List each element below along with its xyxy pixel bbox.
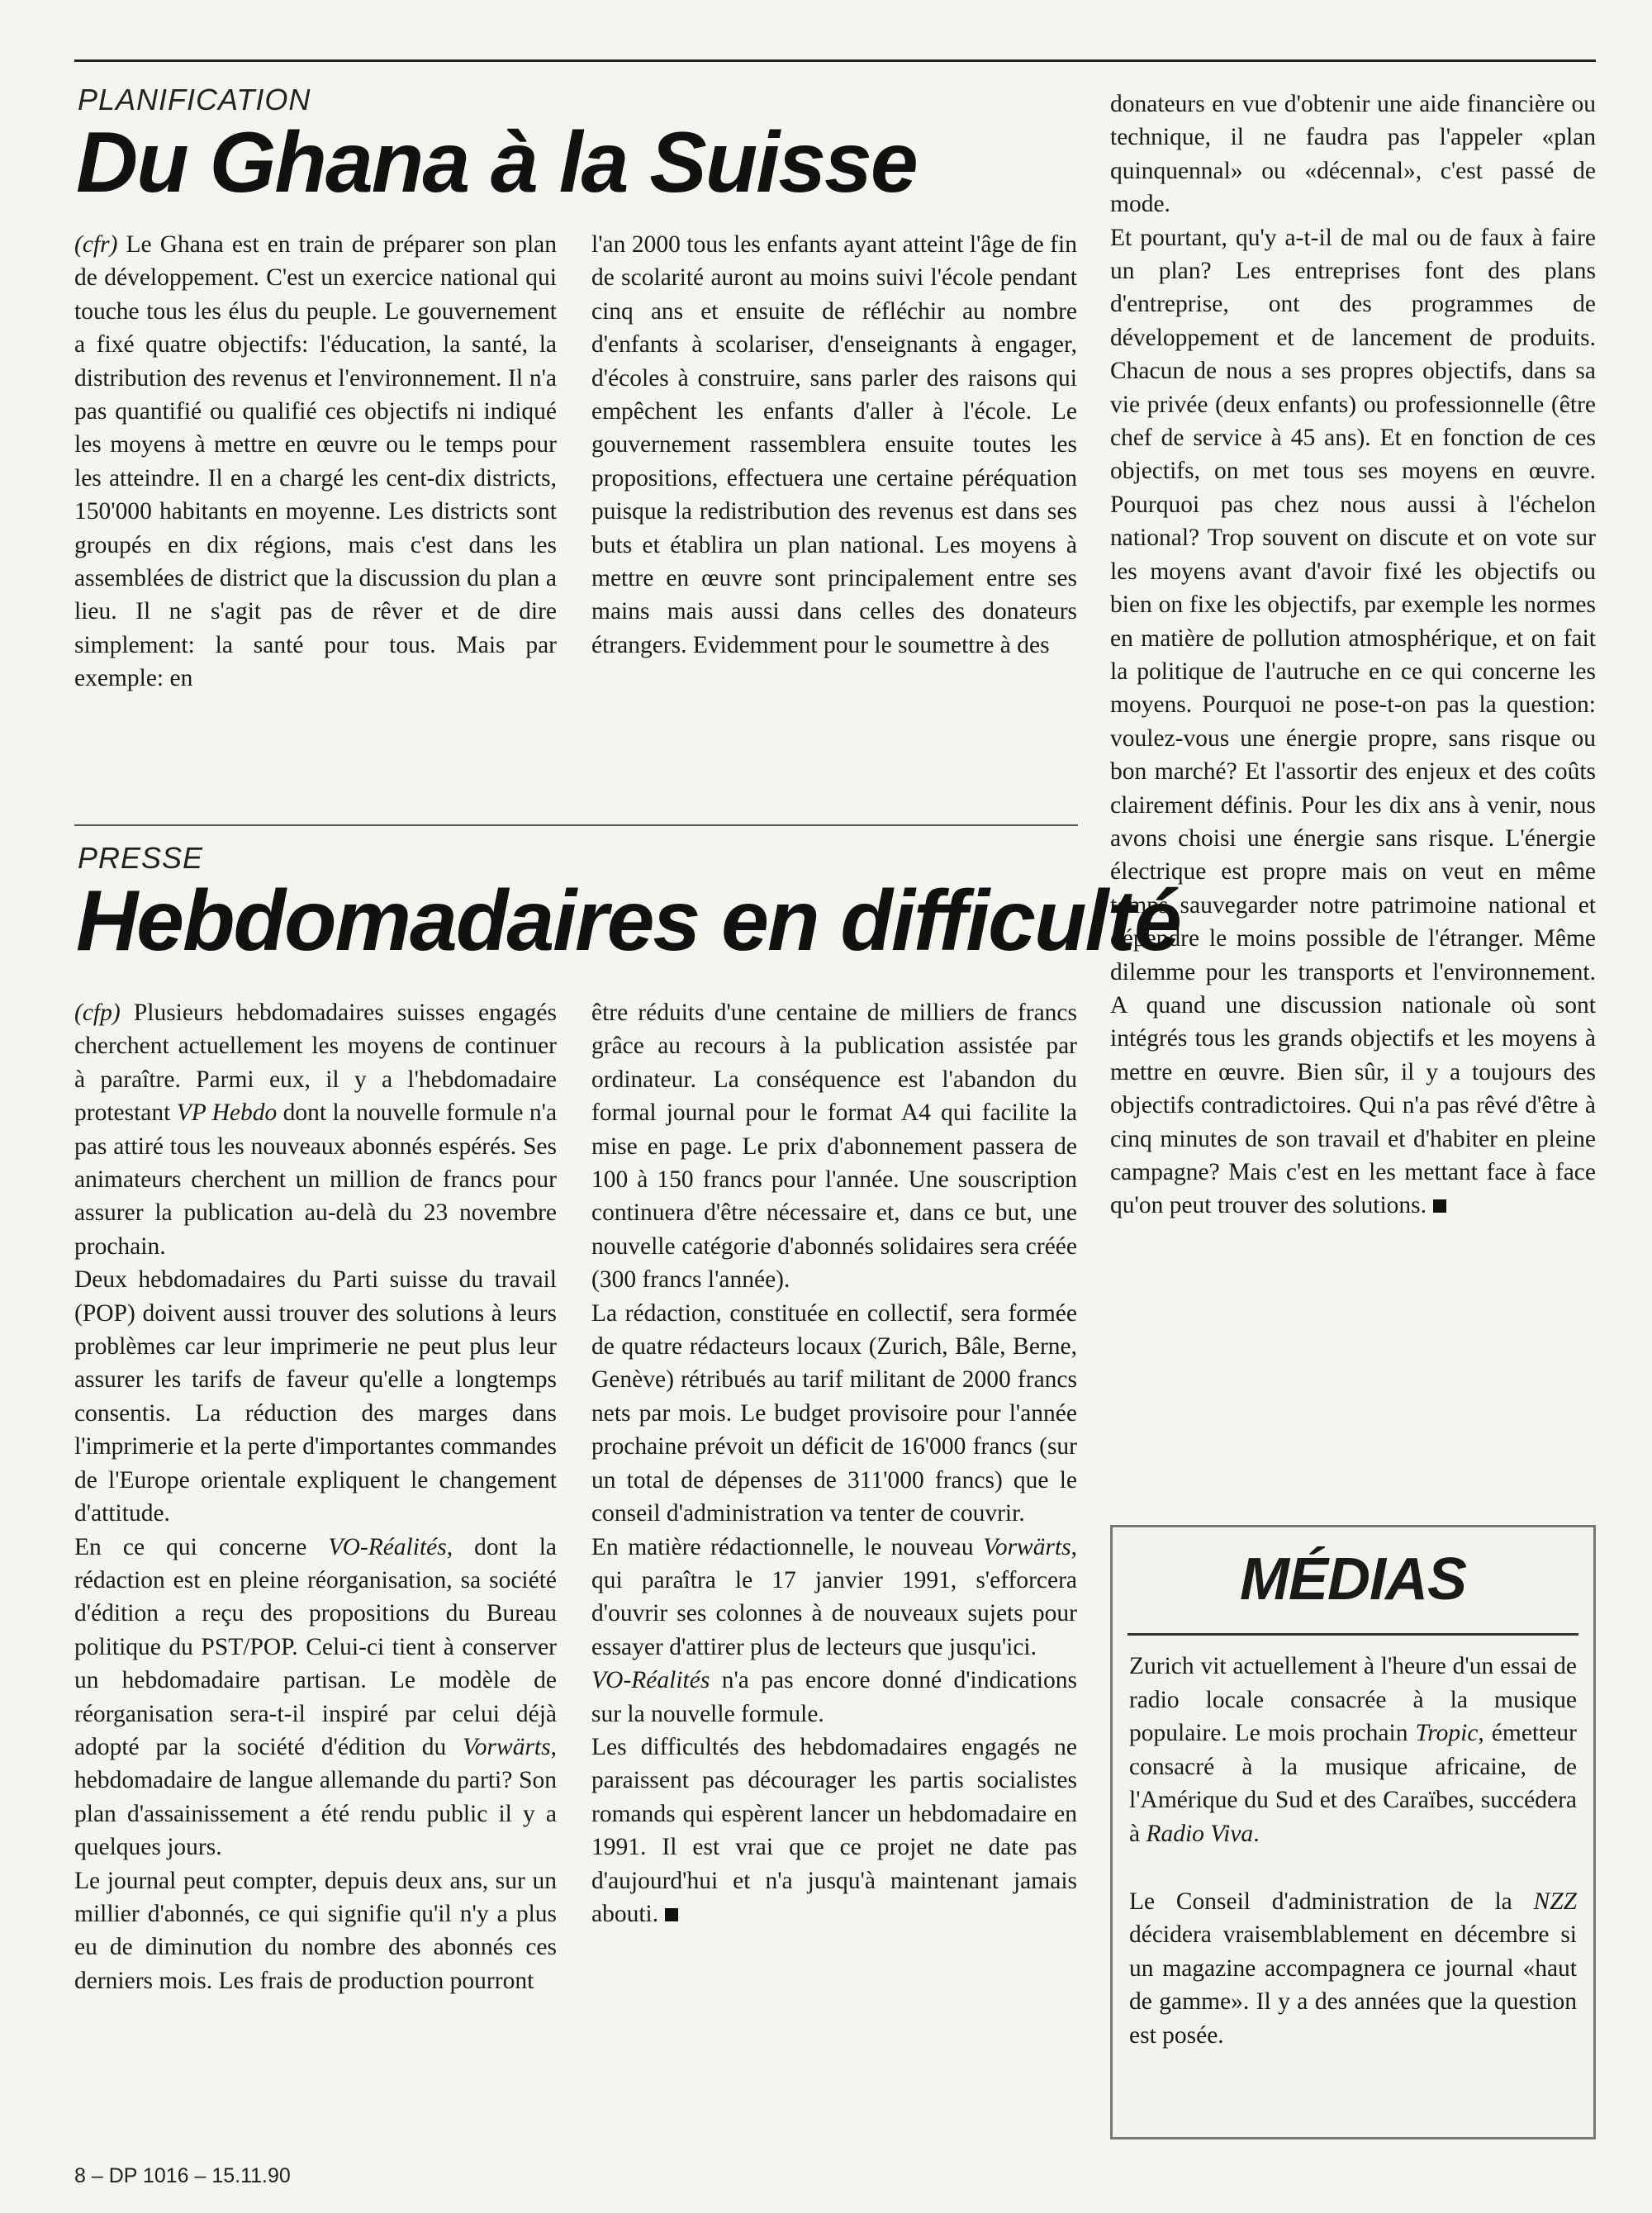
medias-rule	[1127, 1633, 1578, 1636]
article1-col1-text: Le Ghana est en train de préparer son plan de développement. C'est un exercice national qui touche tous les élus du peuple. Le gouvernement a fixé quatre objectifs: l'éducation, la santé, la distribution des revenus et l'environnement. Il n'a pas quantifié ou qualifié ces objectifs ni indiqué les moyens à mettre en œuvre ou le temps pour les atteindre. Il en a chargé les cent-dix districts, 150'000 habitants en moyenne. Les districts sont groupés en dix régions, mais c'est dans les assemblées de district que la discussion du plan a lieu. Il ne s'agit pas de rêver et de dire simplement: la santé pour tous. Mais par exemple: en	[74, 231, 557, 692]
vo-realites-title: VO-Réalités	[328, 1533, 447, 1560]
article2-col2-p3-text: En matière rédactionnelle, le nouveau	[591, 1533, 974, 1560]
article2-source: (cfp)	[74, 1000, 121, 1026]
medias-p1-text: Zurich vit actuellement à l'heure d'un essai de radio locale consacrée à la musique populaire. Le mois prochain	[1129, 1653, 1577, 1747]
article1-source: (cfr)	[74, 231, 118, 258]
top-rule	[74, 59, 1596, 62]
article2-col2-paragraph-2: La rédaction, constituée en collectif, sera formée de quatre rédacteurs locaux (Zurich, Bâle, Berne, Genève) rétribués au tarif militant de 2000 francs nets par mois. Le budget provisoire pour l'année prochaine prévoit un déficit de 16'000 francs (sur un total de dépenses de 311'000 francs) que le conseil d'administration va tenter de couvrir.	[591, 1299, 1077, 1527]
black-square-icon	[665, 1908, 678, 1921]
article1-title: Du Ghana à la Suisse	[76, 115, 917, 211]
black-square-icon	[1433, 1199, 1446, 1213]
article2-col1-paragraph-2: Deux hebdomadaires du Parti suisse du travail (POP) doivent aussi trouver des solutions à leurs problèmes car leur imprimerie ne peut plus leur assurer les tarifs de faveur qu'elle a longtemps consentis. La réduction des marges dans l'imprimerie et la perte d'importantes commandes de l'Europe orientale expliquent le changement d'attitude.	[74, 1266, 557, 1527]
article2-col2-paragraph-1: être réduits d'une centaine de milliers de francs grâce au recours à la publication assistée par ordinateur. La conséquence est l'abandon du formal journal pour le format A4 qui facilite la mise en page. Le prix d'abonnement passera de 100 à 150 francs pour l'année. Une souscription continuera d'être nécessaire et, dans ce but, une nouvelle catégorie d'abonnés solidaires sera créée (300 francs l'année).	[591, 1000, 1077, 1294]
tropic-name: Tropic	[1415, 1720, 1479, 1747]
article1-col3-paragraph-2: Et pourtant, qu'y a-t-il de mal ou de faux à faire un plan? Les entreprises font des plans d'entreprise, ont des programmes de développement et de lancement de produits. Chacun de nous a ses propres objectifs, dans sa vie privée (deux enfants) ou professionnelle (être chef de service à 45 ans). Et en fonction de ces objectifs, on met tous ses moyens en œuvre. Pourquoi pas chez nous aussi à l'échelon national? Trop souvent on discute et on vote sur les moyens avant d'avoir fixé les objectifs ou bien on fixe les objectifs, par exemple les normes en matière de pollution atmosphérique, et on fait la politique de l'autruche en ce qui concerne les moyens. Pourquoi ne pose-t-on pas la question: voulez-vous une énergie propre, sans risque ou bon marché? Et l'assortir des enjeux et des coûts clairement définis. Pour les dix ans à venir, nous avons choisi une énergie sans risque. L'énergie électrique est propre mais on veut en même temps sauvegarder notre patrimoine national et dépendre le moins possible de l'étranger. Même dilemme pour les transports et l'environnement. A quand une discussion nationale où sont intégrés tous les grands objectifs et les moyens à mettre en œuvre. Bien sûr, il y a toujours des objectifs contradictoires. Qui n'a pas rêvé d'être à cinq minutes de son travail et d'habiter en pleine campagne? Mais c'est en les mettant face à face qu'on peut trouver des solutions.	[1110, 224, 1596, 1219]
medias-title: MÉDIAS	[1239, 1546, 1467, 1612]
medias-p1-text-mid: , émetteur consacré à la musique africaine, de l'Amérique du Sud et des Caraïbes, succédera à	[1129, 1720, 1577, 1847]
nzz-name: NZZ	[1533, 1888, 1578, 1915]
article1-kicker: PLANIFICATION	[78, 83, 311, 116]
vorwarts-title: Vorwärts	[983, 1533, 1071, 1560]
radio-viva-name: Radio Viva	[1146, 1820, 1254, 1847]
article1-column-2	[591, 228, 1077, 662]
medias-text	[1129, 1650, 1577, 2087]
vp-hebdo-title: VP Hebdo	[176, 1099, 278, 1127]
article2-column-2	[591, 996, 1077, 1930]
mid-rule	[74, 824, 1078, 826]
vo-realites-title: VO-Réalités	[591, 1667, 710, 1694]
medias-box	[1110, 1525, 1596, 2139]
medias-p1-text-end: .	[1253, 1820, 1260, 1847]
page-footer: 8 – DP 1016 – 15.11.90	[74, 2164, 291, 2187]
article2-kicker: PRESSE	[78, 841, 204, 875]
article2-col1-p1-text-end: dont la nouvelle formule n'a pas attiré tous les nouveaux abonnés espérés. Ses animateurs cherchent un million de francs pour assurer la publication au-delà du 23 novembre prochain.	[74, 1099, 558, 1260]
article2-col2-p4-text: n'a pas encore donné d'indications sur la nouvelle formule.	[591, 1667, 1077, 1727]
article2-col2-p3-text-end: , qui paraîtra le 17 janvier 1991, s'efforcera d'ouvrir ses colonnes à de nouveaux sujets pour essayer d'attirer plus de lecteurs que jusqu'ici.	[591, 1533, 1078, 1660]
article1-column-3	[1110, 88, 1596, 1223]
article2-col1-p3-text-mid: , dont la rédaction est en pleine réorganisation, sa société d'édition a reçu des propositions du Bureau politique du PST/POP. Celui-ci tient à conserver un hebdomadaire partisan. Le modèle de réorganisation sera-t-il inspiré par celui déjà adopté par la société d'édition du	[74, 1533, 557, 1760]
article2-col1-p3-text: En ce qui concerne	[74, 1533, 307, 1560]
vorwarts-title: Vorwärts	[463, 1733, 551, 1760]
article2-column-1	[74, 996, 557, 1997]
article2-col1-paragraph-4: Le journal peut compter, depuis deux ans, sur un millier d'abonnés, ce qui signifie qu'il n'y a plus eu de diminution du nombre des abonnés ces derniers mois. Les frais de production pourront	[74, 1867, 557, 1994]
article1-col3-paragraph-1: donateurs en vue d'obtenir une aide financière ou technique, il ne faudra pas l'appeler «plan quinquennal» ou «décennal», c'est passé de mode.	[1110, 91, 1596, 218]
article2-col1-p1-text: Plusieurs hebdomadaires suisses engagés cherchent actuellement les moyens de continuer à paraître. Parmi eux, il y a l'hebdomadaire protestant	[74, 1000, 558, 1127]
article2-title: Hebdomadaires en difficulté	[76, 873, 1180, 969]
article1-column-1	[74, 228, 557, 696]
medias-p2-text: Le Conseil d'administration de la	[1129, 1888, 1512, 1915]
article1-col2-text: l'an 2000 tous les enfants ayant atteint l'âge de fin de scolarité auront au moins suivi l'école pendant cinq ans et ensuite de réfléchir au nombre d'enfants à scolariser, d'enseignants à engager, d'écoles à construire, sans parler des raisons qui empêchent les enfants d'aller à l'école. Le gouvernement rassemblera ensuite toutes les propositions, effectuera une certaine péréquation puisque la redistribution des revenus est dans ses buts et établira un plan national. Les moyens à mettre en œuvre sont principalement entre ses mains mais aussi dans celles des donateurs étrangers. Evidemment pour le soumettre à des	[591, 231, 1077, 658]
article2-col2-paragraph-5: Les difficultés des hebdomadaires engagés ne paraissent pas décourager les partis socialistes romands qui espèrent lancer un hebdomadaire en 1991. Il est vrai que ce projet ne date pas d'aujourd'hui et n'a jusqu'à maintenant jamais abouti.	[591, 1733, 1077, 1927]
article2-col1-p3-text-end: , hebdomadaire de langue allemande du parti? Son plan d'assainissement a été rendu public il y a quelques jours.	[74, 1733, 557, 1861]
medias-p2-text-end: décidera vraisemblablement en décembre si un magazine accompagnera ce journal «haut de gamme». Il y a des années que la question est posée.	[1129, 1921, 1577, 2049]
